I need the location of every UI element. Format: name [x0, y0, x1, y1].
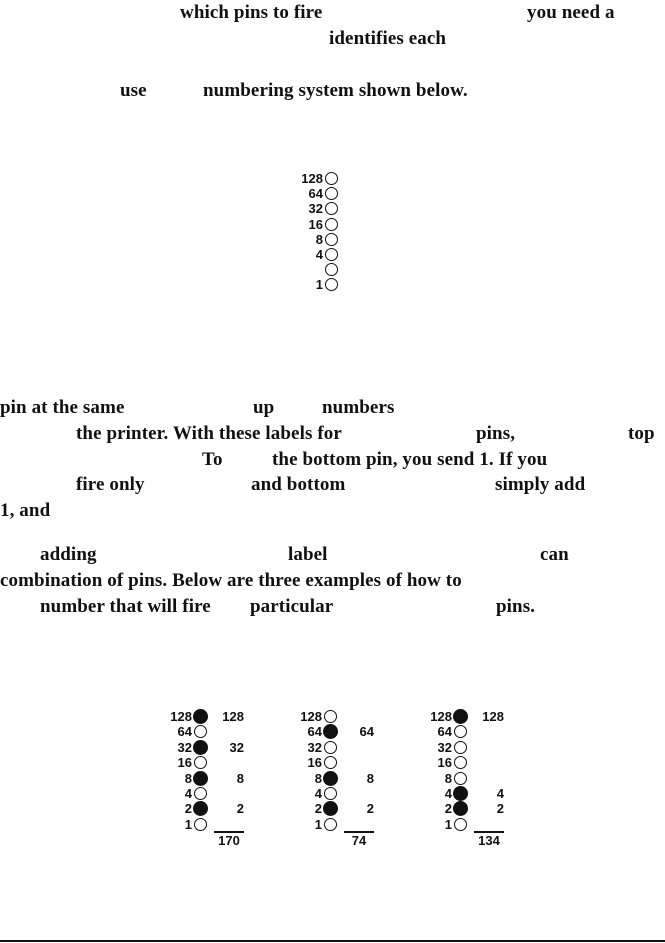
fired-pin: [323, 724, 338, 739]
pin-label: 64: [437, 724, 452, 740]
sum-total: 170: [218, 833, 240, 849]
fired-pin: [193, 801, 208, 816]
pin-label: 128: [301, 171, 323, 186]
pin-label: 2: [444, 801, 452, 817]
unfired-pin: [194, 787, 207, 800]
fired-pin: [453, 709, 468, 724]
pin-label: 4: [184, 786, 192, 801]
text-fragment: numbers: [322, 397, 395, 418]
text-fragment: To: [202, 449, 223, 470]
text-fragment: and bottom: [251, 474, 346, 495]
pin-label: 16: [308, 216, 323, 232]
text-fragment: particular: [250, 596, 334, 617]
unfired-pin: [454, 818, 467, 831]
added-value: 8: [236, 770, 244, 786]
text-fragment: the bottom pin, you send 1. If you: [272, 449, 548, 470]
pin-label: 16: [307, 755, 322, 771]
text-fragment: you need a: [527, 2, 615, 23]
fired-pin: [193, 771, 208, 786]
unfired-pin: [454, 756, 467, 769]
pin-label: 64: [307, 724, 322, 740]
page-bottom-rule: [0, 940, 665, 942]
added-value: 8: [366, 770, 374, 786]
pin-label: 64: [177, 724, 192, 740]
text-fragment: which pins to fire: [180, 2, 323, 23]
unfired-pin: [454, 741, 467, 754]
unfired-pin: [324, 787, 337, 800]
print-pin: [325, 187, 338, 200]
unfired-pin: [324, 756, 337, 769]
pin-label: 1: [315, 277, 323, 293]
text-fragment: pin at the same: [0, 397, 125, 418]
fired-pin: [193, 709, 208, 724]
pin-label: 8: [315, 231, 323, 247]
fired-pin: [453, 801, 468, 816]
text-fragment: number that will fire: [40, 596, 211, 617]
pin-label: 1: [444, 816, 452, 832]
added-value: 128: [222, 709, 244, 724]
unfired-pin: [194, 818, 207, 831]
pin-label: 32: [307, 739, 322, 755]
text-fragment: adding: [40, 544, 97, 565]
unfired-pin: [194, 756, 207, 769]
print-pin: [325, 218, 338, 231]
added-value: 2: [236, 801, 244, 817]
unfired-pin: [454, 725, 467, 738]
pin-label: 128: [170, 709, 192, 724]
pin-label: 8: [184, 770, 192, 786]
pin-label: 32: [437, 739, 452, 755]
print-pin: [325, 248, 338, 261]
added-value: 32: [229, 739, 244, 755]
pin-label: 8: [314, 770, 322, 786]
unfired-pin: [324, 710, 337, 723]
unfired-pin: [324, 741, 337, 754]
pin-label: 2: [184, 801, 192, 817]
text-fragment: label: [288, 544, 328, 565]
unfired-pin: [454, 772, 467, 785]
pin-label: 1: [314, 816, 322, 832]
unfired-pin: [324, 818, 337, 831]
text-fragment: pins.: [496, 596, 536, 617]
pin-label: 4: [444, 786, 452, 801]
text-fragment: fire only: [76, 474, 145, 495]
text-fragment: identifies each: [329, 28, 447, 49]
added-value: 2: [366, 801, 374, 817]
text-fragment: 1, and: [0, 500, 51, 521]
pin-label: 64: [308, 186, 323, 202]
pin-label: 4: [314, 786, 322, 801]
pin-label: 16: [437, 755, 452, 771]
fired-pin: [453, 786, 468, 801]
pin-label: 8: [444, 770, 452, 786]
added-value: 2: [496, 801, 504, 817]
added-value: 64: [359, 724, 374, 740]
text-fragment: simply add: [495, 474, 586, 495]
text-fragment: combination of pins. Below are three examples of how to: [0, 570, 462, 591]
unfired-pin: [194, 725, 207, 738]
print-pin: [325, 263, 338, 276]
sum-total: 74: [351, 833, 367, 849]
print-pin: [325, 233, 338, 246]
print-pin: [325, 278, 338, 291]
text-fragment: top: [628, 423, 655, 444]
print-pin: [325, 202, 338, 215]
pin-label: 16: [177, 755, 192, 771]
text-fragment: the printer. With these labels for: [76, 423, 342, 444]
fired-pin: [323, 801, 338, 816]
pin-label: 128: [300, 709, 322, 724]
fired-pin: [193, 740, 208, 755]
text-fragment: numbering system shown below.: [203, 80, 468, 101]
pin-label: 2: [314, 801, 322, 817]
pin-label: 32: [177, 739, 192, 755]
text-fragment: can: [540, 544, 569, 565]
text-fragment: pins,: [476, 423, 516, 444]
text-fragment: use: [120, 80, 147, 101]
added-value: 128: [482, 709, 504, 724]
pin-label: 128: [430, 709, 452, 724]
sum-total: 134: [478, 833, 500, 849]
pin-label: 32: [308, 201, 323, 217]
added-value: 4: [496, 786, 504, 801]
pin-label: 4: [315, 247, 323, 262]
text-fragment: up: [253, 397, 275, 418]
print-pin: [325, 172, 338, 185]
pin-label: 1: [184, 816, 192, 832]
fired-pin: [323, 771, 338, 786]
